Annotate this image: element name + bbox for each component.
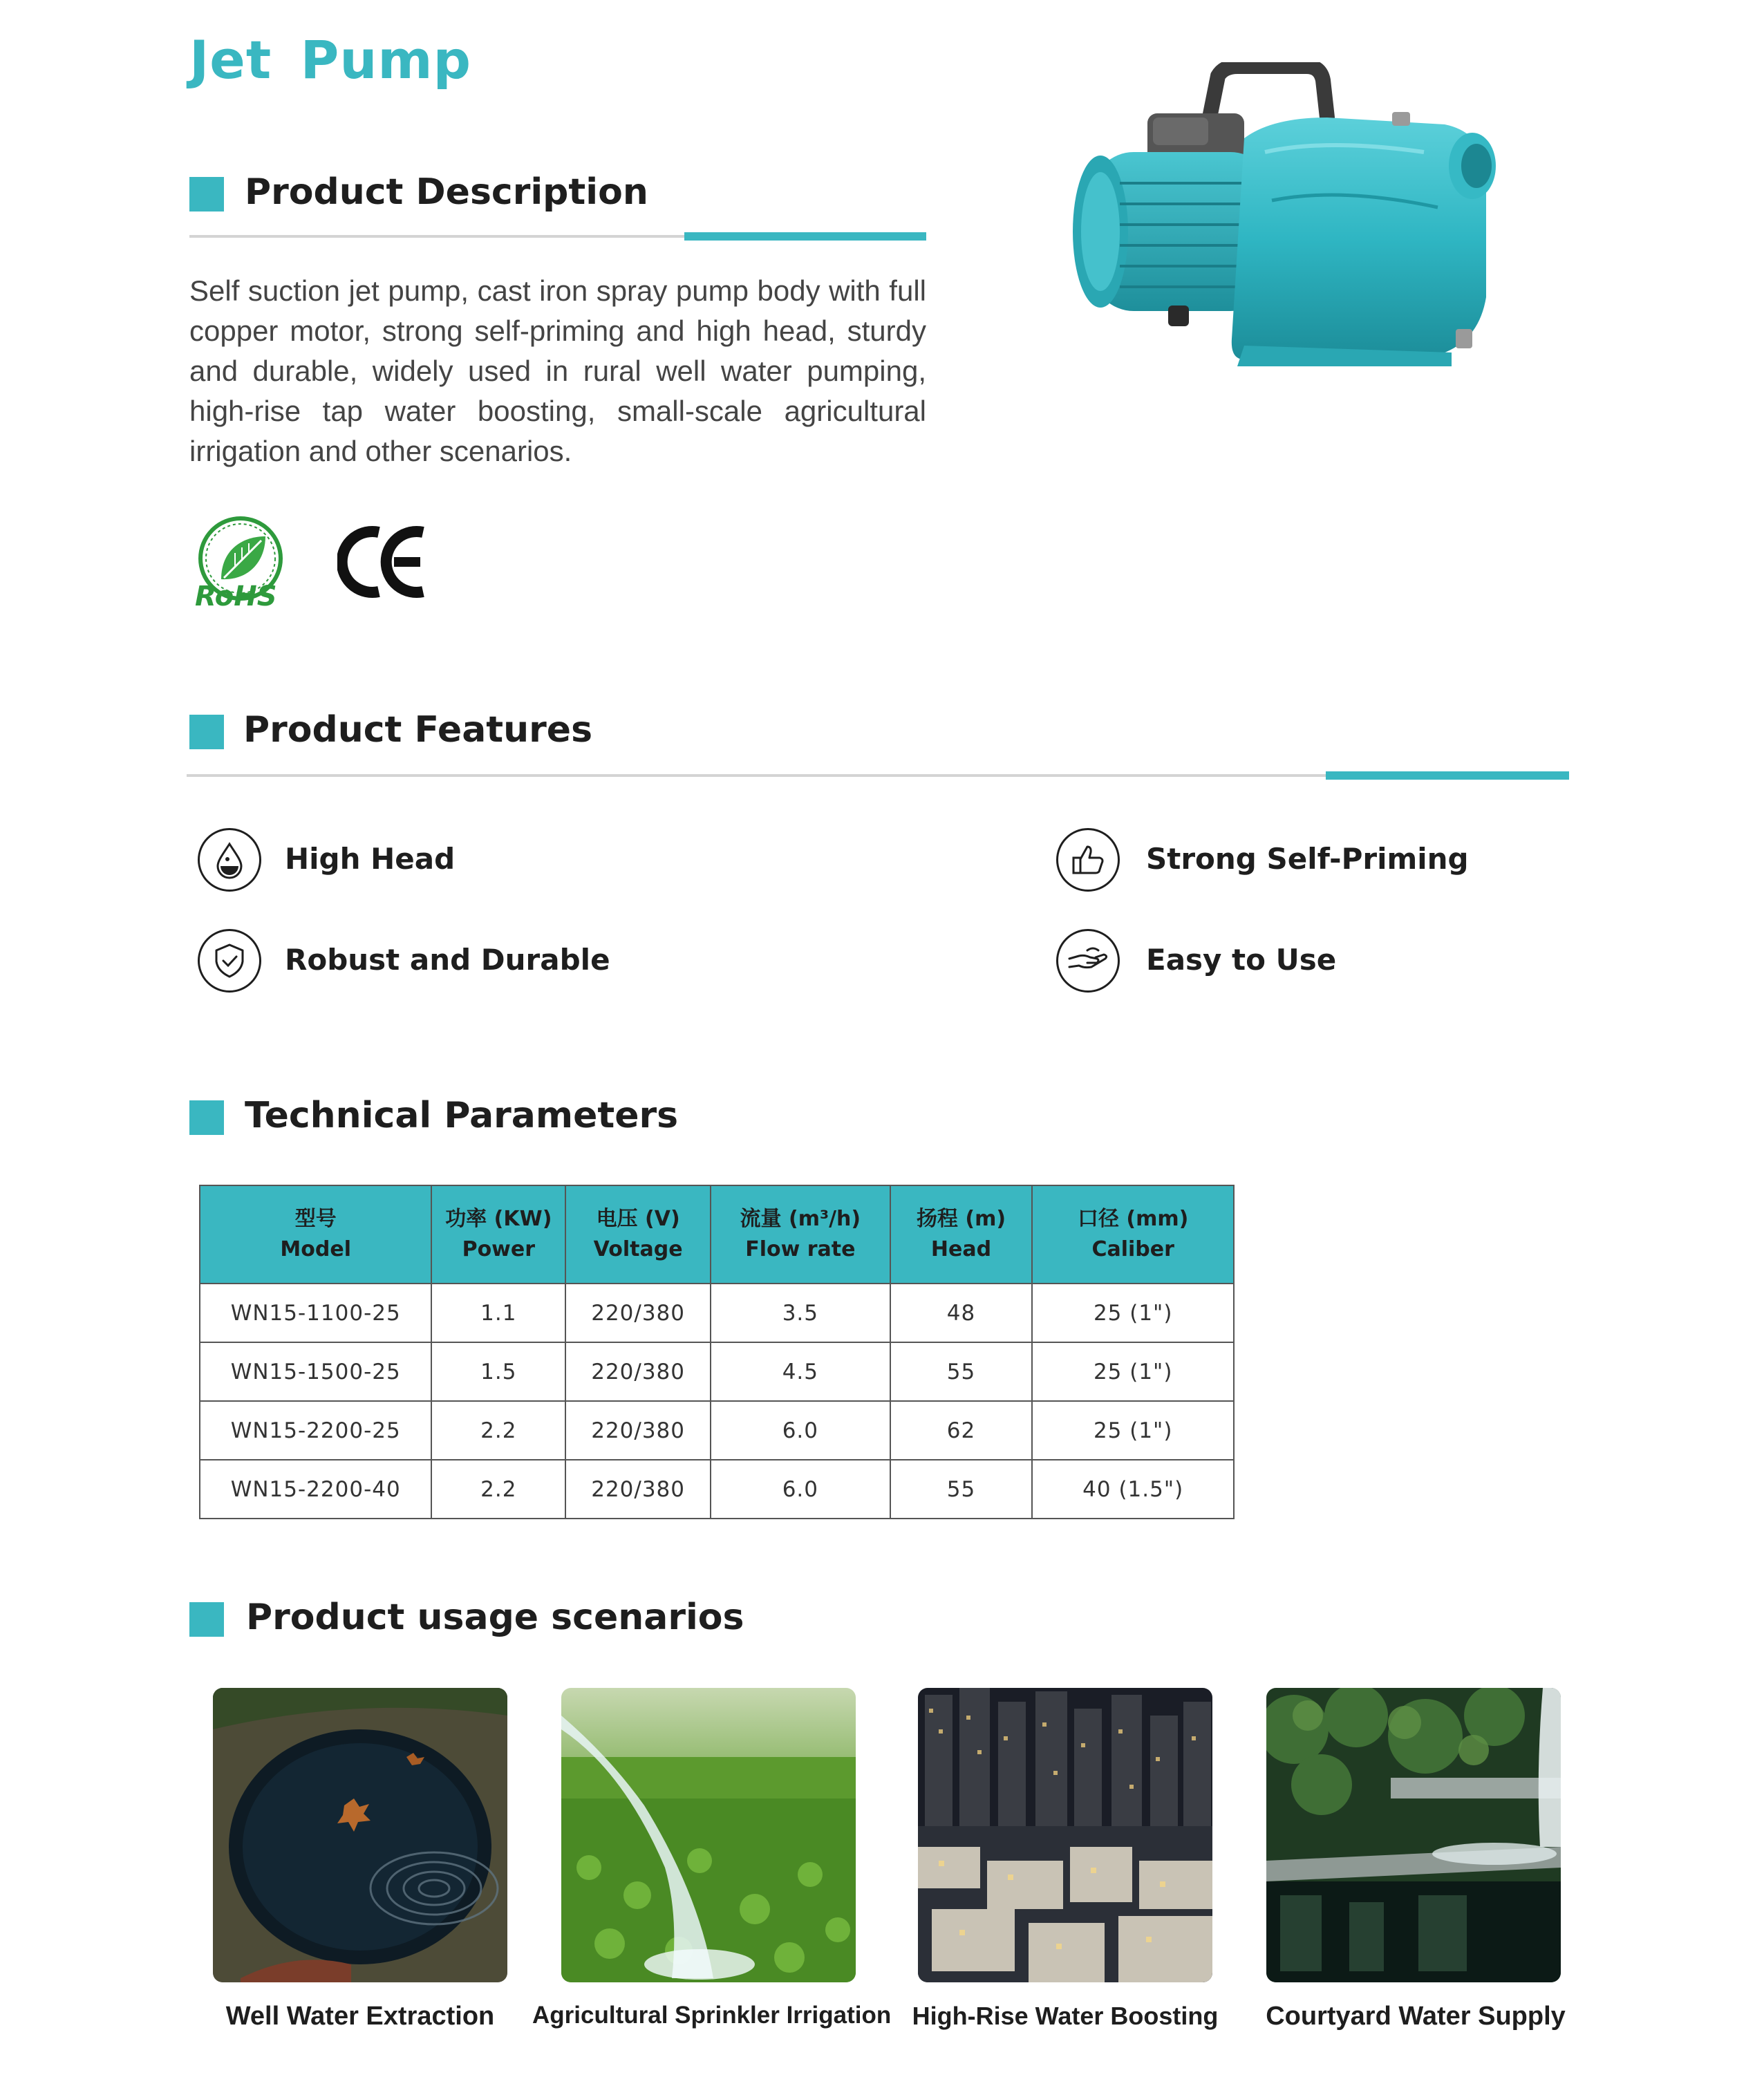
table-cell: 55 — [890, 1342, 1033, 1401]
table-cell: 220/380 — [565, 1401, 711, 1460]
column-header — [1032, 1185, 1234, 1284]
table-cell: 48 — [890, 1284, 1033, 1342]
column-header-en: Head — [930, 1237, 992, 1261]
feature-label-high-head: High Head — [285, 842, 456, 876]
column-header — [200, 1185, 431, 1284]
table-header-row — [200, 1185, 1234, 1284]
high-rise-image — [918, 1688, 1212, 1982]
table-cell: 25 (1") — [1032, 1342, 1234, 1401]
features-heading: Product Features — [243, 709, 593, 751]
table-row — [200, 1401, 1234, 1460]
table-cell: 1.1 — [431, 1284, 565, 1342]
section-marker — [189, 177, 224, 212]
column-header-cn: 扬程 (m) — [916, 1207, 1006, 1231]
rohs-text: RoHS — [195, 581, 277, 612]
table-cell: WN15-1500-25 — [200, 1342, 431, 1401]
table-cell: 220/380 — [565, 1284, 711, 1342]
ce-logo — [337, 520, 429, 603]
water-drop-icon — [198, 828, 261, 892]
well-water-image — [213, 1688, 507, 1982]
table-cell: 220/380 — [565, 1460, 711, 1519]
scenario-label: Agricultural Sprinkler Irrigation — [532, 2002, 892, 2029]
section-marker — [189, 1100, 224, 1135]
table-cell: 3.5 — [711, 1284, 890, 1342]
table-cell: 220/380 — [565, 1342, 711, 1401]
table-row — [200, 1342, 1234, 1401]
table-cell: 2.2 — [431, 1401, 565, 1460]
column-header-cn: 流量 (m³/h) — [740, 1207, 861, 1231]
table-cell: WN15-2200-40 — [200, 1460, 431, 1519]
page-title: Jet Pump — [189, 29, 472, 91]
description-text: Self suction jet pump, cast iron spray pump body with full copper motor, strong self-priming and high head, sturdy and durable, widely used in rural well water pumping, high-rise tap water boosting, small-scale agricultural irrigation and other scenarios. — [189, 274, 926, 467]
irrigation-image — [561, 1688, 856, 1982]
parameters-table — [199, 1185, 1235, 1519]
column-header-cn: 口径 (mm) — [1077, 1207, 1189, 1231]
courtyard-image — [1266, 1688, 1561, 1982]
section-marker — [189, 715, 224, 749]
thumbs-up-icon — [1056, 828, 1120, 892]
description-heading: Product Description — [245, 171, 648, 213]
feature-label-robust: Robust and Durable — [285, 943, 610, 977]
table-cell: WN15-1100-25 — [200, 1284, 431, 1342]
feature-label-self-priming: Strong Self-Priming — [1146, 842, 1469, 876]
column-header-cn: 电压 (V) — [596, 1207, 680, 1231]
table-row — [200, 1460, 1234, 1519]
column-header-en: Flow rate — [745, 1237, 856, 1261]
divider-accent — [684, 232, 926, 241]
column-header — [431, 1185, 565, 1284]
column-header — [711, 1185, 890, 1284]
table-cell: 2.2 — [431, 1460, 565, 1519]
column-header-cn: 功率 (KW) — [445, 1207, 552, 1231]
table-cell: 25 (1") — [1032, 1284, 1234, 1342]
scenario-label: Well Water Extraction — [225, 2002, 495, 2031]
feature-label-easy-to-use: Easy to Use — [1146, 943, 1337, 977]
scenarios-heading: Product usage scenarios — [246, 1597, 744, 1638]
parameters-heading: Technical Parameters — [245, 1095, 679, 1136]
scenario-label: High-Rise Water Boosting — [912, 2002, 1219, 2030]
section-marker — [189, 1602, 224, 1637]
table-cell: 1.5 — [431, 1342, 565, 1401]
column-header-en: Voltage — [593, 1237, 683, 1261]
table-cell: 4.5 — [711, 1342, 890, 1401]
table-cell: 55 — [890, 1460, 1033, 1519]
column-header-en: Model — [280, 1237, 351, 1261]
hand-icon — [1056, 929, 1120, 993]
column-header-en: Caliber — [1091, 1237, 1174, 1261]
table-cell: 62 — [890, 1401, 1033, 1460]
column-header — [890, 1185, 1033, 1284]
column-header-en: Power — [462, 1237, 536, 1261]
column-header — [565, 1185, 711, 1284]
divider-accent — [1326, 771, 1569, 780]
table-cell: 6.0 — [711, 1401, 890, 1460]
table-cell: 6.0 — [711, 1460, 890, 1519]
table-row — [200, 1284, 1234, 1342]
table-cell: 25 (1") — [1032, 1401, 1234, 1460]
table-cell: 40 (1.5") — [1032, 1460, 1234, 1519]
shield-check-icon — [198, 929, 261, 993]
product-image — [1037, 62, 1535, 373]
scenario-label: Courtyard Water Supply — [1266, 2002, 1566, 2031]
column-header-cn: 型号 — [294, 1207, 337, 1231]
table-cell: WN15-2200-25 — [200, 1401, 431, 1460]
